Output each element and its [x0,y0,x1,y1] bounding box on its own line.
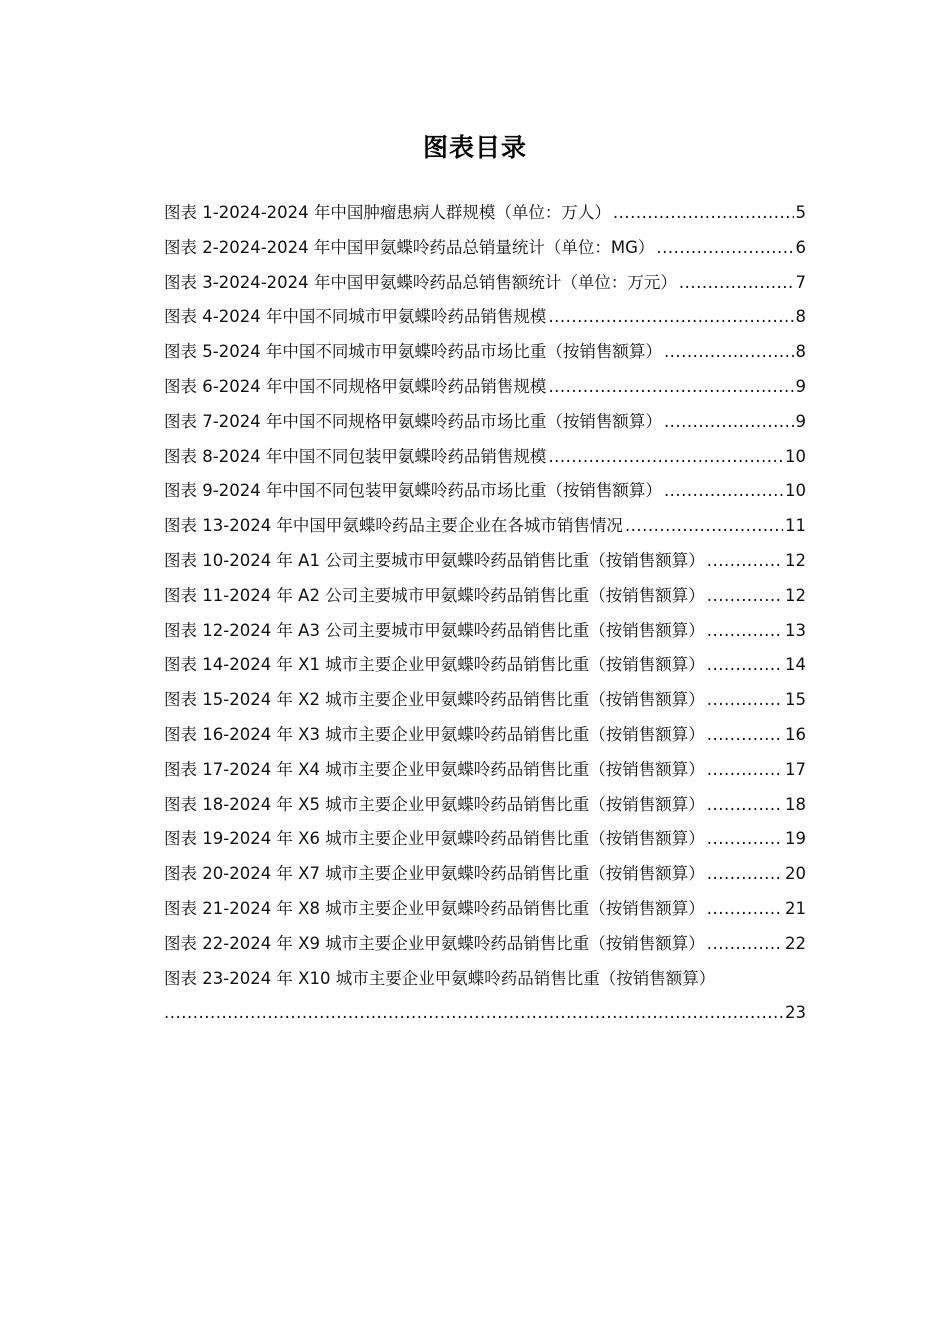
toc-entry-label: 图表 4-2024 年中国不同城市甲氨蝶呤药品销售规模 [164,307,547,327]
toc-entry-19[interactable] [164,822,806,857]
toc-entry-label: 图表 10-2024 年 A1 公司主要城市甲氨蝶呤药品销售比重（按销售额算） [164,550,705,570]
toc-entry-label: 图表 7-2024 年中国不同规格甲氨蝶呤药品市场比重（按销售额算） [164,411,662,431]
toc-entry-page-number: 10 [785,446,806,466]
dot-leader [707,822,783,857]
toc-entry-page-number: 11 [785,516,806,536]
toc-entry-label: 图表 16-2024 年 X3 城市主要企业甲氨蝶呤药品销售比重（按销售额算） [164,724,705,744]
dot-leader [707,718,783,753]
toc-entry-7[interactable] [164,405,806,440]
toc-entry-9[interactable] [164,474,806,509]
toc-entry-page-number: 8 [795,307,806,327]
toc-entry-label: 图表 18-2024 年 X5 城市主要企业甲氨蝶呤药品销售比重（按销售额算） [164,794,705,814]
toc-entry-page-number: 10 [785,481,806,501]
toc-entry-page-number: 12 [785,550,806,570]
toc-entry-label: 图表 6-2024 年中国不同规格甲氨蝶呤药品销售规模 [164,376,547,396]
toc-entry-16[interactable] [164,718,806,753]
dot-leader [707,857,783,892]
dot-leader [707,753,783,788]
toc-entry-label: 图表 23-2024 年 X10 城市主要企业甲氨蝶呤药品销售比重（按销售额算） [164,968,716,988]
toc-entry-label: 图表 9-2024 年中国不同包装甲氨蝶呤药品市场比重（按销售额算） [164,481,662,501]
toc-entry-17[interactable] [164,753,806,788]
toc-entry-13[interactable] [164,614,806,649]
toc-entry-page-number: 8 [795,342,806,362]
dot-leader [625,509,783,544]
dot-leader [548,370,793,405]
toc-entry-label: 图表 11-2024 年 A2 公司主要城市甲氨蝶呤药品销售比重（按销售额算） [164,585,705,605]
toc-entry-20[interactable] [164,857,806,892]
toc-entry-2[interactable] [164,231,806,266]
toc-entry-11[interactable] [164,544,806,579]
toc-entry-page-number: 21 [785,898,806,918]
toc-entry-14[interactable] [164,648,806,683]
toc-entry-page-number: 6 [795,237,806,257]
toc-entry-8[interactable] [164,440,806,475]
dot-leader [548,300,793,335]
dot-leader [664,405,794,440]
toc-entry-label: 图表 17-2024 年 X4 城市主要企业甲氨蝶呤药品销售比重（按销售额算） [164,759,705,779]
toc-entry-page-number: 13 [785,620,806,640]
toc-entry-page-number: 5 [795,203,806,222]
dot-leader [707,614,783,649]
toc-entry-label: 图表 12-2024 年 A3 公司主要城市甲氨蝶呤药品销售比重（按销售额算） [164,620,705,640]
toc-entry-label: 图表 21-2024 年 X8 城市主要企业甲氨蝶呤药品销售比重（按销售额算） [164,898,705,918]
table-of-figures [164,196,806,1023]
toc-entry-21[interactable] [164,892,806,927]
toc-entry-label: 图表 2-2024-2024 年中国甲氨蝶呤药品总销量统计（单位：MG） [164,237,655,257]
toc-entry-page-number: 7 [795,272,806,292]
dot-leader [707,927,783,962]
dot-leader [707,683,783,718]
dot-leader [664,474,783,509]
toc-entry-label: 图表 13-2024 年中国甲氨蝶呤药品主要企业在各城市销售情况 [164,516,623,536]
dot-leader [707,788,783,823]
dot-leader [656,231,793,266]
dot-leader [679,266,794,301]
dot-leader [613,196,794,231]
toc-entry-10[interactable] [164,509,806,544]
toc-entry-12[interactable] [164,579,806,614]
toc-entry-page-number: 15 [785,690,806,710]
page-title: 图表目录 [422,133,527,162]
toc-entry-page-number: 16 [785,724,806,744]
toc-entry-label: 图表 22-2024 年 X9 城市主要企业甲氨蝶呤药品销售比重（按销售额算） [164,933,705,953]
toc-entry-label: 图表 8-2024 年中国不同包装甲氨蝶呤药品销售规模 [164,446,547,466]
toc-entry-page-number: 14 [785,655,806,675]
toc-entry-page-number: 9 [795,376,806,396]
toc-entry-page-number: 19 [785,829,806,849]
toc-entry-4[interactable] [164,300,806,335]
toc-entry-continuation [164,996,806,1031]
dot-leader [707,892,783,927]
toc-entry-3[interactable] [164,266,806,301]
toc-entry-label: 图表 1-2024-2024 年中国肿瘤患病人群规模（单位：万人） [164,203,611,222]
dot-leader [548,440,783,475]
dot-leader [164,996,783,1031]
toc-entry-label: 图表 20-2024 年 X7 城市主要企业甲氨蝶呤药品销售比重（按销售额算） [164,864,705,884]
toc-entry-23[interactable] [164,962,806,1023]
toc-entry-page-number: 9 [795,411,806,431]
toc-entry-page-number: 23 [785,1003,806,1023]
toc-entry-page-number: 22 [785,933,806,953]
toc-entry-1[interactable] [164,196,806,231]
toc-entry-page-number: 18 [785,794,806,814]
toc-entry-label: 图表 5-2024 年中国不同城市甲氨蝶呤药品市场比重（按销售额算） [164,342,662,362]
dot-leader [707,579,783,614]
toc-entry-5[interactable] [164,335,806,370]
dot-leader [664,335,794,370]
toc-entry-6[interactable] [164,370,806,405]
toc-entry-15[interactable] [164,683,806,718]
dot-leader [707,648,783,683]
toc-entry-page-number: 20 [785,864,806,884]
toc-entry-page-number: 12 [785,585,806,605]
toc-entry-18[interactable] [164,788,806,823]
toc-entry-label: 图表 3-2024-2024 年中国甲氨蝶呤药品总销售额统计（单位：万元） [164,272,677,292]
toc-entry-label: 图表 14-2024 年 X1 城市主要企业甲氨蝶呤药品销售比重（按销售额算） [164,655,705,675]
dot-leader [707,544,783,579]
toc-entry-label: 图表 15-2024 年 X2 城市主要企业甲氨蝶呤药品销售比重（按销售额算） [164,690,705,710]
toc-entry-label: 图表 19-2024 年 X6 城市主要企业甲氨蝶呤药品销售比重（按销售额算） [164,829,705,849]
toc-entry-page-number: 17 [785,759,806,779]
toc-entry-22[interactable] [164,927,806,962]
